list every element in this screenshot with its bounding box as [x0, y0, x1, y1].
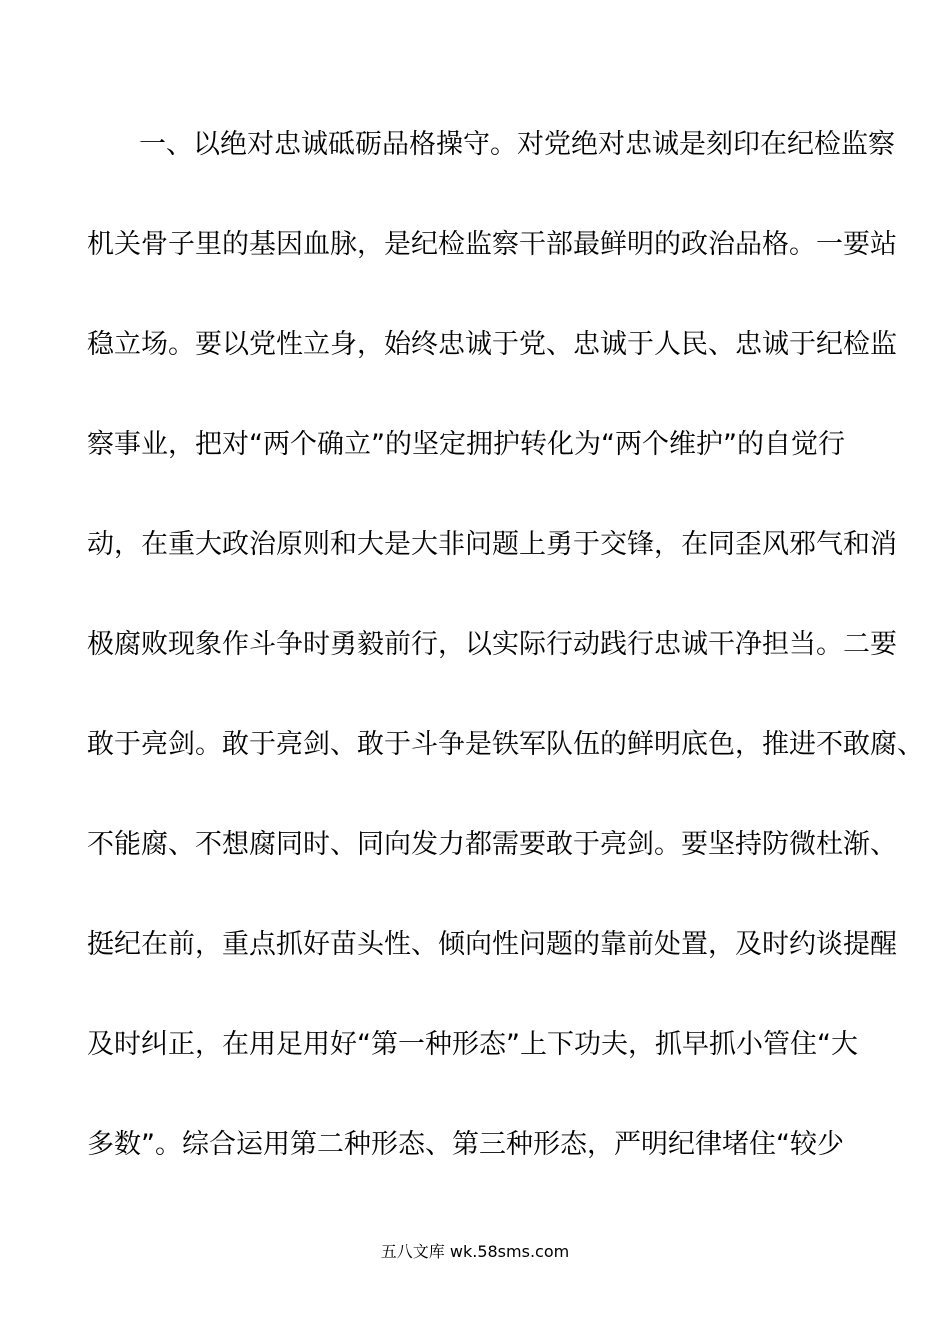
- text-line: 动，在重大政治原则和大是大非问题上勇于交锋，在同歪风邪气和消: [87, 529, 897, 560]
- text-line: 及时纠正，在用足用好“第一种形态”上下功夫，抓早抓小管住“大: [87, 1029, 858, 1060]
- text-line: 察事业，把对“两个确立”的坚定拥护转化为“两个维护”的自觉行: [87, 429, 845, 460]
- text-line: 机关骨子里的基因血脉，是纪检监察干部最鲜明的政治品格。一要站: [87, 229, 897, 260]
- text-line: 极腐败现象作斗争时勇毅前行，以实际行动践行忠诚干净担当。二要: [87, 629, 897, 660]
- text-line: 多数”。综合运用第二种形态、第三种形态，严明纪律堵住“较少: [87, 1129, 844, 1160]
- document-body: [87, 117, 924, 1217]
- text-line: 稳立场。要以党性立身，始终忠诚于党、忠诚于人民、忠诚于纪检监: [87, 329, 897, 360]
- text-line: 一、以绝对忠诚砥砺品格操守。对党绝对忠诚是刻印在纪检监察: [139, 129, 895, 160]
- text-line: 敢于亮剑。敢于亮剑、敢于斗争是铁军队伍的鲜明底色，推进不敢腐、: [87, 729, 924, 760]
- text-line: 挺纪在前，重点抓好苗头性、倾向性问题的靠前处置，及时约谈提醒: [87, 929, 897, 960]
- page-footer: 五八文库 wk.58sms.com: [380, 1242, 570, 1261]
- text-line: 不能腐、不想腐同时、同向发力都需要敢于亮剑。要坚持防微杜渐、: [87, 829, 897, 860]
